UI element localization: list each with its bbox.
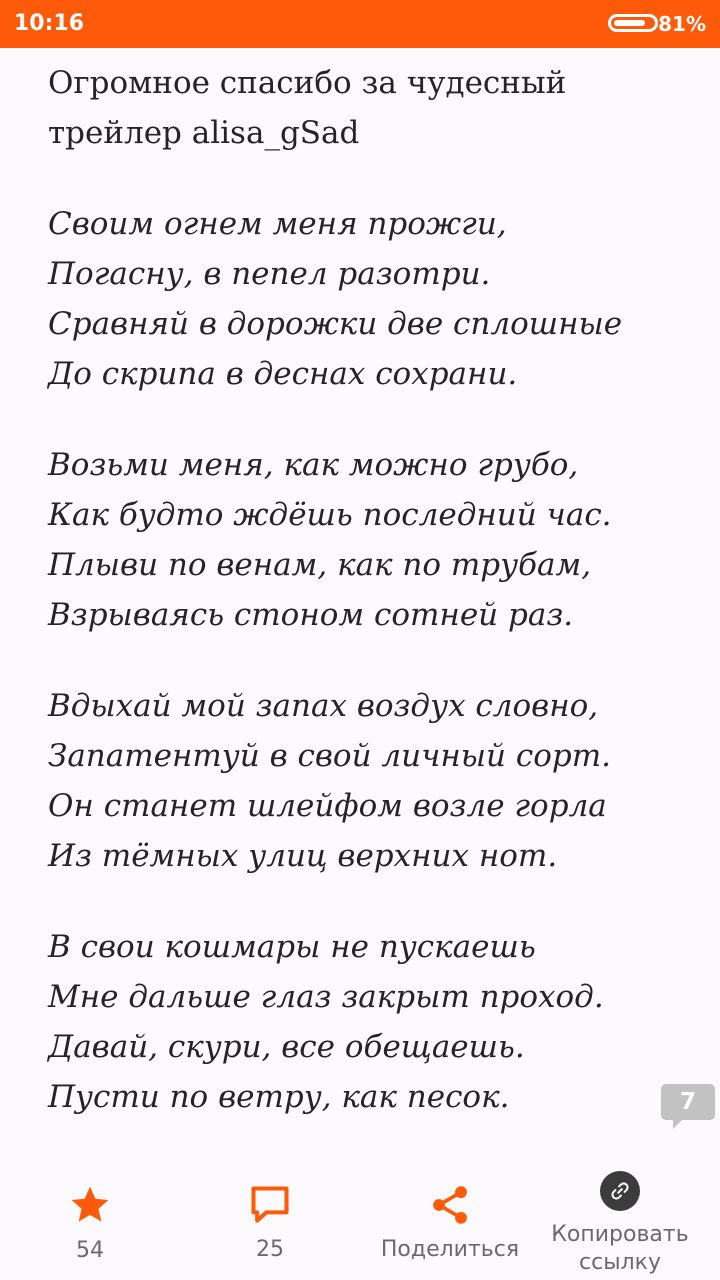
share-button[interactable] — [376, 1160, 524, 1262]
battery-icon — [608, 14, 658, 32]
paragraph-comments-badge[interactable]: 7 — [661, 1084, 715, 1120]
stanza — [48, 922, 688, 1122]
poem-line: Мне дальше глаз закрыт проход. — [48, 979, 604, 1015]
share-icon — [428, 1183, 472, 1227]
poem-line: Сравняй в дорожки две сплошные — [48, 306, 623, 342]
comments-button[interactable] — [240, 1160, 300, 1262]
copy-link-label: Копировать ссылку — [551, 1222, 689, 1275]
stanza — [48, 440, 688, 640]
story-content — [48, 58, 688, 1122]
action-bar — [0, 1160, 720, 1280]
poem-line: Запатентуй в свой личный сорт. — [48, 738, 611, 774]
poem-line: Своим огнем меня прожги, — [48, 206, 507, 242]
stanza — [48, 681, 688, 881]
comment-icon — [248, 1183, 292, 1227]
comment-count: 25 — [256, 1237, 284, 1262]
poem-line: Плыви по венам, как по трубам, — [48, 547, 592, 583]
status-time: 10:16 — [14, 11, 85, 36]
poem-line: Давай, скури, все обещаешь. — [48, 1029, 525, 1065]
story-intro: Огромное спасибо за чудесный трейлер alisa_gSad — [48, 65, 567, 151]
link-icon — [600, 1171, 640, 1211]
poem-line: Из тёмных улиц верхних нот. — [48, 838, 558, 874]
poem-line: В свои кошмары не пускаешь — [48, 929, 536, 965]
like-button[interactable] — [60, 1160, 120, 1263]
poem-line: До скрипа в деснах сохрани. — [48, 356, 518, 392]
poem-line: Возьми меня, как можно грубо, — [48, 447, 579, 483]
share-label: Поделиться — [380, 1237, 520, 1262]
poem-line: Пусти по ветру, как песок. — [48, 1079, 510, 1115]
poem-line: Погасну, в пепел разотри. — [48, 256, 491, 292]
stanza — [48, 199, 688, 399]
battery-level — [614, 20, 645, 26]
poem-line: Он станет шлейфом возле горла — [48, 788, 607, 824]
poem-line: Вдыхай мой запах воздух словно, — [48, 688, 599, 724]
poem-line: Как будто ждёшь последний час. — [48, 497, 612, 533]
star-icon — [68, 1183, 112, 1227]
copy-link-button[interactable] — [532, 1160, 708, 1277]
status-bar — [0, 0, 720, 48]
like-count: 54 — [76, 1238, 104, 1263]
poem-line: Взрываясь стоном сотней раз. — [48, 597, 574, 633]
battery-percent: 81% — [658, 12, 706, 36]
